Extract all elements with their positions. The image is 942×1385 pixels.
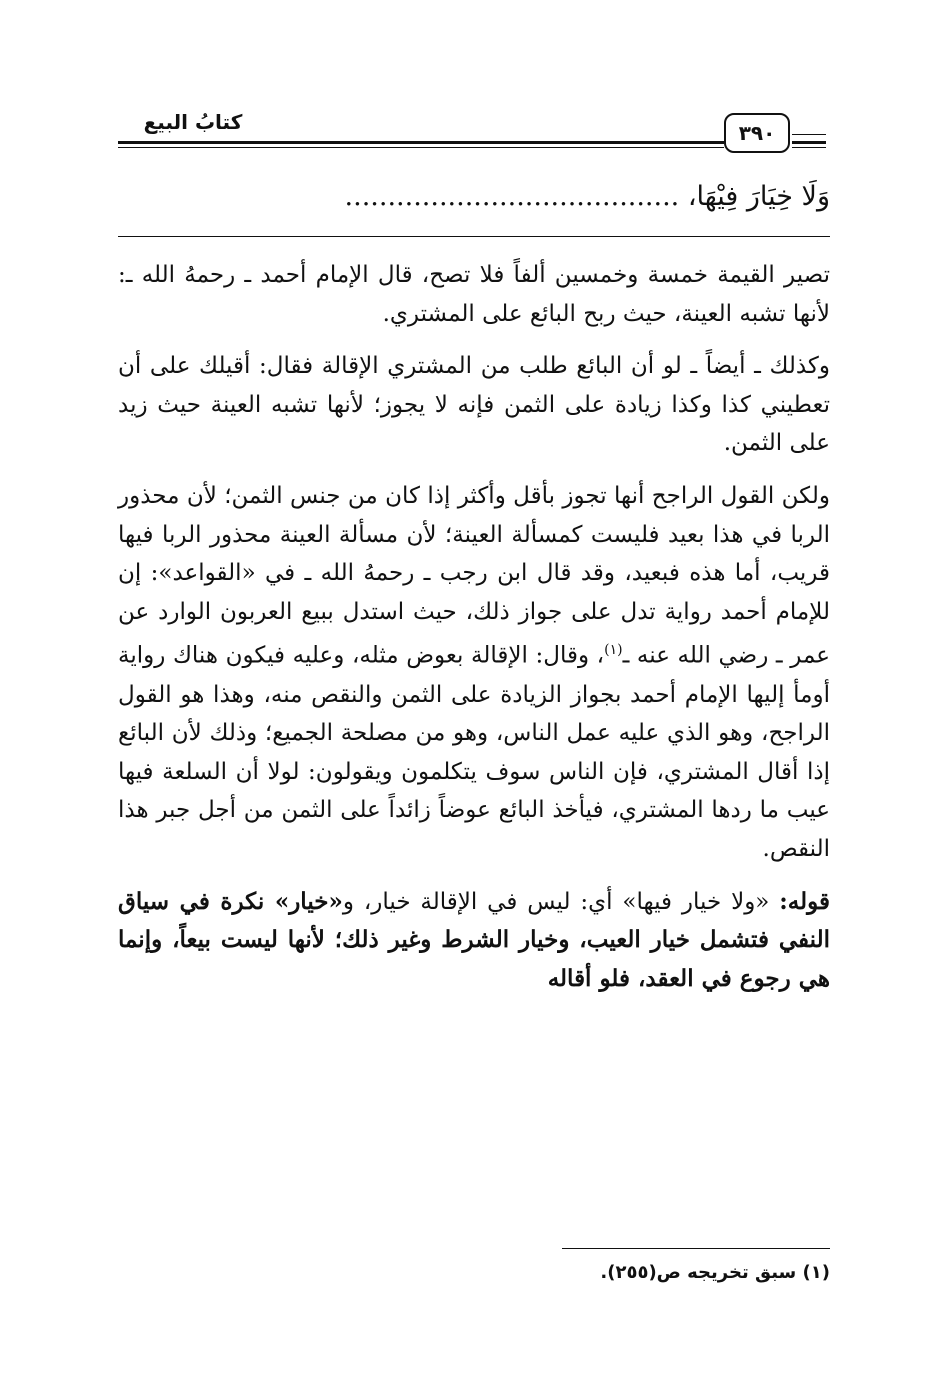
paragraph-4-text-b: نكرة في سياق النفي فتشمل خيار العيب، وخيار الشرط وغير ذلك؛ لأنها ليست بيعاً، وإنما هي رجوع في العقد، فلو أقاله	[118, 887, 830, 992]
bold-term: «خيار»	[274, 887, 343, 915]
paragraph-3-text-a: ولكن القول الراجح أنها تجوز بأقل وأكثر إذا كان من جنس الثمن؛ لأن محذور الربا في هذا بعيد فليست كمسألة العينة؛ لأن مسألة العينة محذور الربا فيها قريب، أما هذه فبعيد، وقد قال ابن رجب ـ رحمهُ الله ـ في «القواعد»: إن للإمام أحمد رواية تدل على جواز ذلك، حيث استدل ببيع العربون الوارد عن عمر ـ رضي الله عنه ـ	[118, 482, 831, 669]
running-header-title: كتابُ البيع	[143, 110, 243, 134]
paragraph-4-text-a: أي: ليس في الإقالة خيار، و	[342, 888, 623, 915]
commentary-body	[118, 256, 830, 998]
paragraph-3	[118, 477, 830, 869]
qawluhu-label: قوله:	[779, 887, 830, 915]
paragraph-2: وكذلك ـ أيضاً ـ لو أن البائع طلب من المشتري الإقالة فقال: أقيلك على أن تعطيني كذا وكذا زيادة على الثمن فإنه لا يجوز؛ لأنها تشبه العينة حيث زيد على الثمن.	[118, 353, 830, 457]
paragraph-4	[118, 883, 830, 999]
quoted-matn: «ولا خيار فيها»	[622, 888, 770, 915]
page-number: ٣٩٠	[724, 113, 790, 153]
header-rule-thin	[118, 147, 724, 148]
header-rule-right-top	[792, 134, 826, 135]
header-rule-thick	[118, 141, 724, 144]
footnote-1: (١) سبق تخريجه ص(٢٥٥).	[600, 1262, 830, 1283]
header-rule-right-thin	[792, 147, 826, 148]
matn-divider	[118, 236, 830, 237]
paragraph-3-text-b: ، وقال: الإقالة بعوض مثله، وعليه فيكون هناك رواية أومأ إليها الإمام أحمد بجواز الزيادة على الثمن والنقص منه، وهذا هو القول الراجح، وهو الذي عليه عمل الناس، وهو من مصلحة الجميع؛ وذلك لأن البائع إذا أقال المشتري، فإن الناس سوف يتكلمون ويقولون: لولا أن السلعة فيها عيب ما ردها المشتري، فيأخذ البائع عوضاً زائداً على الثمن من أجل جبر هذا النقص.	[118, 643, 830, 862]
paragraph-1: تصير القيمة خمسة وخمسين ألفاً فلا تصح، قال الإمام أحمد ـ رحمهُ الله ـ: لأنها تشبه العينة، حيث ربح البائع على المشتري.	[118, 262, 830, 327]
header-rule-right-thick	[792, 141, 826, 144]
footnote-divider	[562, 1248, 830, 1249]
matn-line: وَلَا خِيَارَ فِيْهَا، .......................................	[344, 181, 830, 212]
footnote-reference: (١)	[604, 642, 623, 659]
